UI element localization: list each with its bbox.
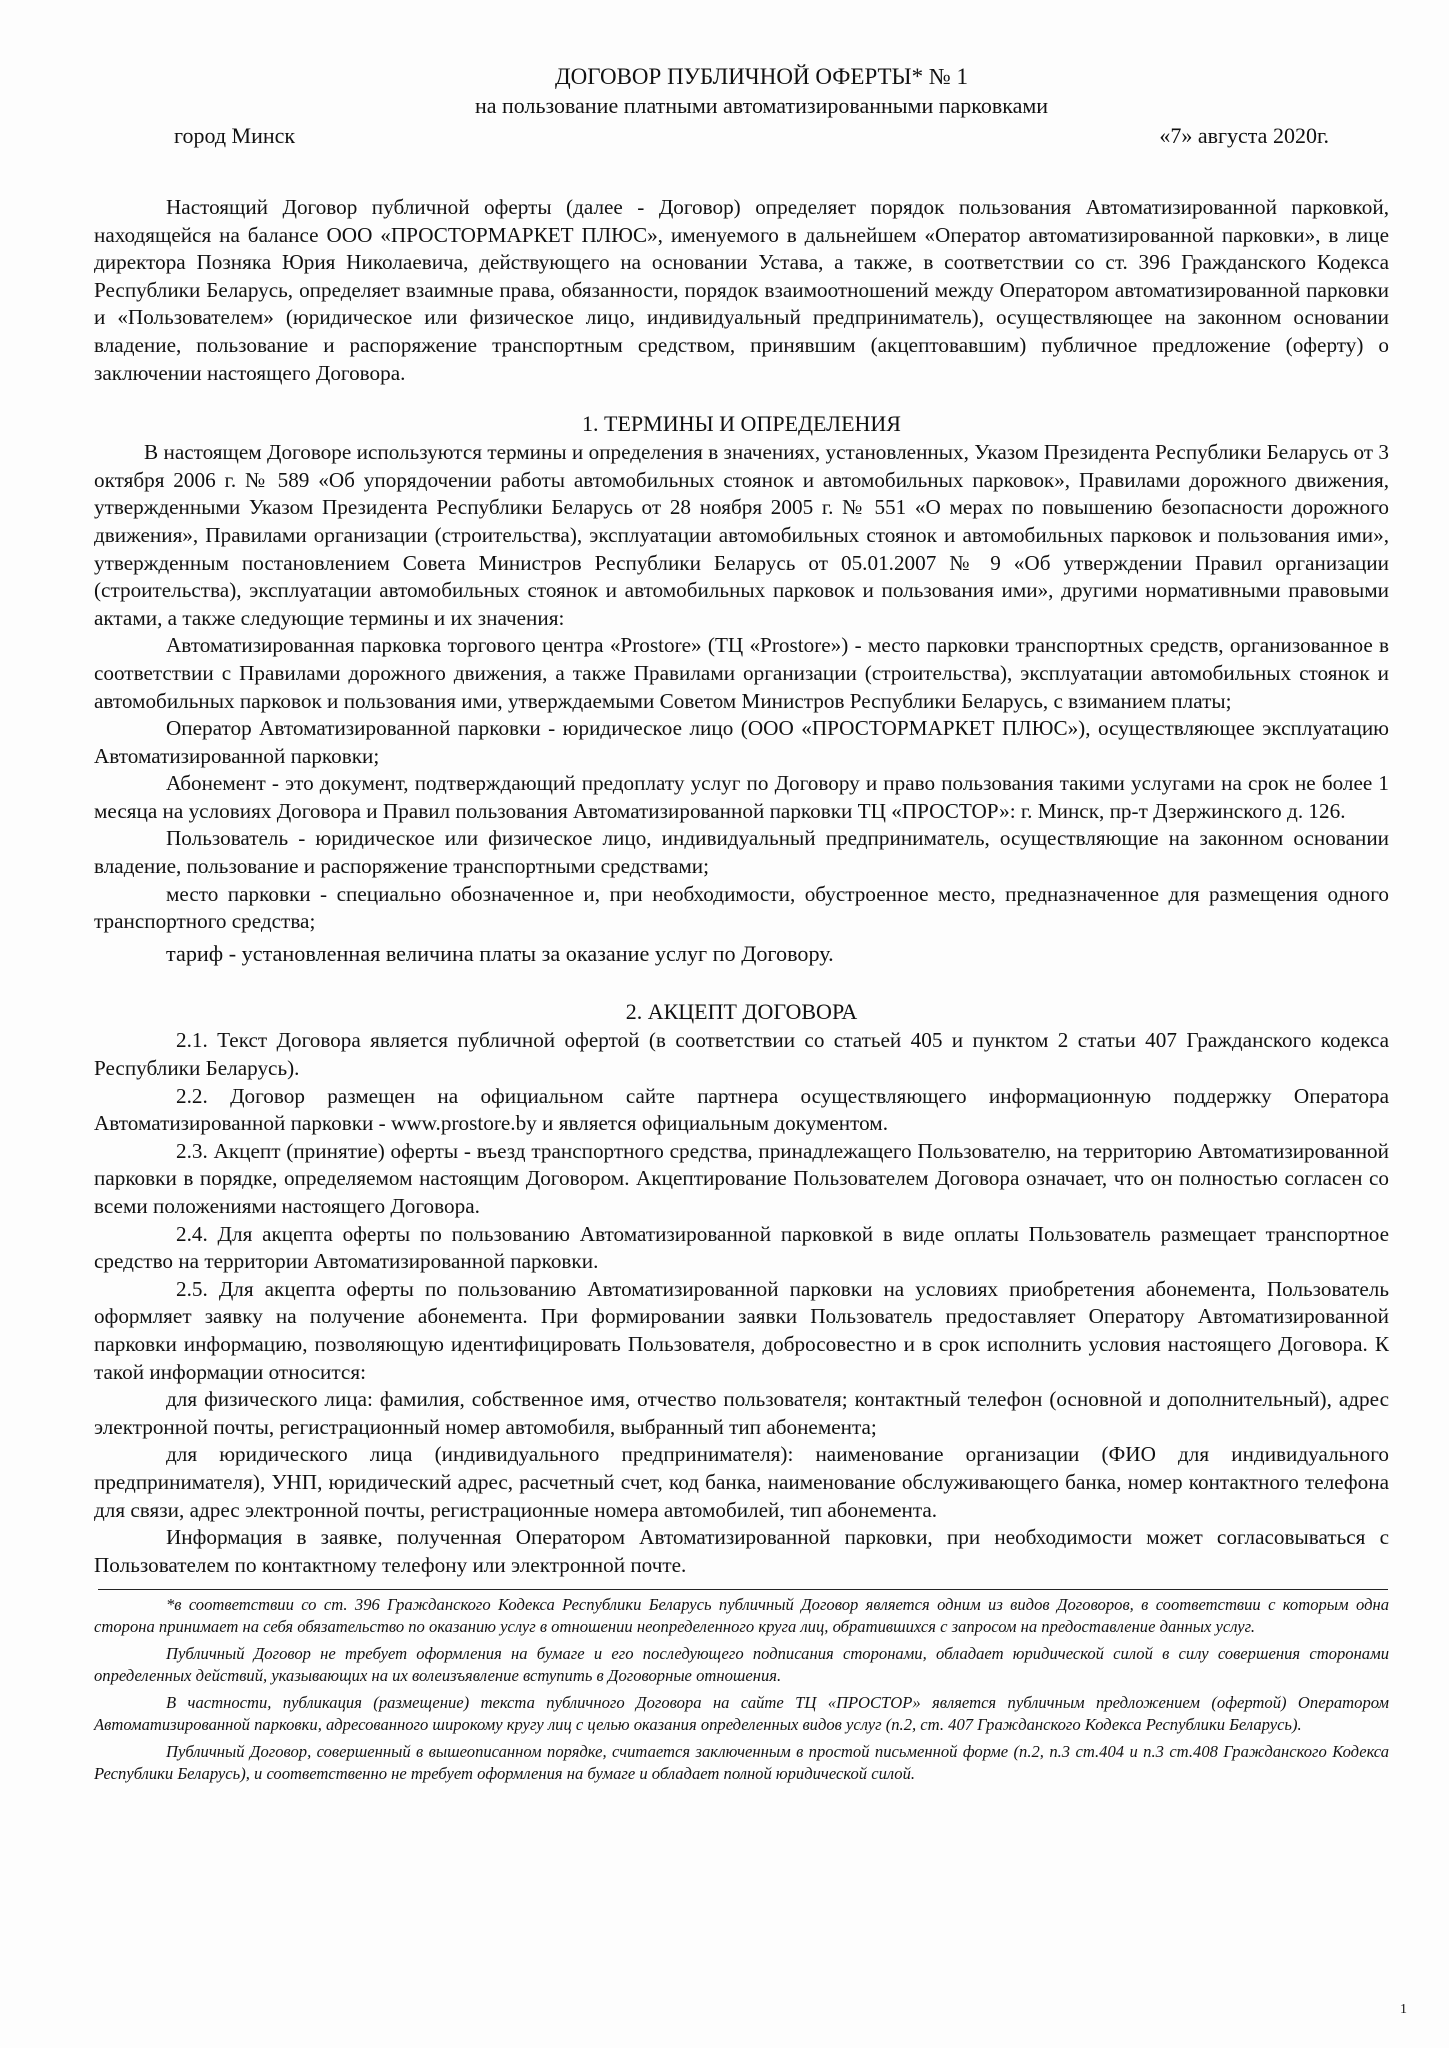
individual-info: для физического лица: фамилия, собственное имя, отчество пользователя; контактный телефон (основной и дополнительный), адрес электронной почты, регистрационный номер автомобиля, выбранный тип абонемента;	[94, 1387, 1389, 1439]
term-parking: Автоматизированная парковка торгового центра «Prostore» (ТЦ «Prostore») - место парковки транспортных средств, организованное в соответствии с Правилами дорожного движения, а также Правилами организации (строительства), эксплуатации автомобильных стоянок и автомобильных парковок и пользования ими, утверждаемыми Советом Министров Республики Беларусь, с взиманием платы;	[94, 633, 1389, 713]
footnote-1: *в соответствии со ст. 396 Гражданского Кодекса Республики Беларусь публичный Договор является одним из видов Договоров, в соответствии с которым одна сторона принимает на себя обязательство по оказанию услуг в отношении неопределенного круга лиц, обратившихся с запросом на предоставление данных услуг.	[94, 1595, 1389, 1636]
section-2-heading: 2. АКЦЕПТ ДОГОВОРА	[625, 999, 858, 1025]
footnote-4: Публичный Договор, совершенный в вышеописанном порядке, считается заключенным в простой письменной форме (п.2, п.3 ст.404 и п.3 ст.408 Гражданского Кодекса Республики Беларусь), и соответственно не требует оформления на бумаге и обладает полной юридической силой.	[94, 1742, 1389, 1783]
clause-2-4: 2.4. Для акцепта оферты по пользованию Автоматизированной парковкой в виде оплаты Пользователь размещает транспортное средство на территории Автоматизированной парковки.	[94, 1221, 1389, 1274]
term-operator: Оператор Автоматизированной парковки - юридическое лицо (ООО «ПРОСТОРМАРКЕТ ПЛЮС»), осуществляющее эксплуатацию Автоматизированной парковки;	[94, 716, 1389, 768]
legal-entity-info: для юридического лица (индивидуального предпринимателя): наименование организации (ФИО для индивидуального предпринимателя), УНП, юридический адрес, расчетный счет, код банка, наименование обслуживающего банка, номер контактного телефона для связи, адрес электронной почты, регистрационные номера автомобилей, тип абонемента.	[94, 1442, 1389, 1522]
info-agreement: Информация в заявке, полученная Оператором Автоматизированной парковки, при необходимости может согласовываться с Пользователем по контактному телефону или электронной почте.	[94, 1525, 1389, 1577]
term-parking-place: место парковки - специально обозначенное и, при необходимости, обустроенное место, предназначенное для размещения одного транспортного средства;	[94, 881, 1389, 934]
document-title: ДОГОВОР ПУБЛИЧНОЙ ОФЕРТЫ* № 1	[554, 64, 969, 89]
section-1-heading: 1. ТЕРМИНЫ И ОПРЕДЕЛЕНИЯ	[582, 411, 901, 437]
clause-2-2: 2.2. Договор размещен на официальном сайте партнера осуществляющего информационную поддержку Оператора Автоматизированной парковки - www.prostore.by и является официальным документом.	[94, 1083, 1389, 1136]
footnote-2: Публичный Договор не требует оформления на бумаге и его последующего подписания сторонами, обладает юридической силой в силу совершения сторонами определенных действий, указывающих на их волеизъявление вступить в Договорные отношения.	[94, 1644, 1389, 1685]
term-subscription: Абонемент - это документ, подтверждающий предоплату услуг по Договору и право пользования такими услугами на срок не более 1 месяца на условиях Договора и Правил пользования Автоматизированной парковки ТЦ «ПРОСТОР»: г. Минск, пр-т Дзержинского д. 126.	[94, 771, 1389, 823]
footnote-3: В частности, публикация (размещение) текста публичного Договора на сайте ТЦ «ПРОСТОР» является публичным предложением (офертой) Оператором Автоматизированной парковки, адресованного широкому кругу лиц с целью оказания определенных видов услуг (п.2, ст. 407 Гражданского Кодекса Республики Беларусь).	[94, 1693, 1389, 1734]
section-1-intro: В настоящем Договоре используются термины и определения в значениях, установленных, Указом Президента Республики Беларусь от 3 октября 2006 г. № 589 «Об упорядочении работы автомобильных стоянок и автомобильных парковок», Правилами дорожного движения, утвержденными Указом Президента Республики Беларусь от 28 ноября 2005 г. № 551 «О мерах по повышению безопасности дорожного движения», Правилами организации (строительства), эксплуатации автомобильных стоянок и автомобильных парковок и пользования ими», утвержденным постановлением Совета Министров Республики Беларусь от 05.01.2007 № 9 «Об утверждении Правил организации (строительства), эксплуатации автомобильных стоянок и автомобильных парковок и пользования ими», другими нормативными правовыми актами, а также следующие термины и их значения:	[94, 440, 1389, 630]
clause-2-1: 2.1. Текст Договора является публичной офертой (в соответствии со статьей 405 и пунктом 2 статьи 407 Гражданского кодекса Республики Беларусь).	[94, 1028, 1389, 1081]
footnote-divider	[98, 1589, 1388, 1590]
document-subtitle: на пользование платными автоматизированными парковками	[474, 93, 1049, 118]
intro-paragraph: Настоящий Договор публичной оферты (далее - Договор) определяет порядок пользования Автоматизированной парковкой, находящейся на балансе ООО «ПРОСТОРМАРКЕТ ПЛЮС», именуемого в дальнейшем «Оператор автоматизированной парковки», в лице директора Позняка Юрия Николаевича, действующего на основании Устава, а также, в соответствии со ст. 396 Гражданского Кодекса Республики Беларусь, определяет взаимные права, обязанности, порядок взаимоотношений между Оператором автоматизированной парковки и «Пользователем» (юридическое или физическое лицо, индивидуальный предприниматель), осуществляющее на законном основании владение, пользование и распоряжение транспортным средством, принявшим (акцептовавшим) публичное предложение (оферту) о заключении настоящего Договора.	[94, 195, 1389, 385]
clause-2-5: 2.5. Для акцепта оферты по пользованию Автоматизированной парковки на условиях приобретения абонемента, Пользователь оформляет заявку на получение абонемента. При формировании заявки Пользователь предоставляет Оператору Автоматизированной парковки информацию, позволяющую идентифицировать Пользователя, добросовестно и в срок исполнить условия настоящего Договора. К такой информации относится:	[94, 1276, 1389, 1384]
term-user: Пользователь - юридическое или физическое лицо, индивидуальный предприниматель, осуществляющие на законном основании владение, пользование и распоряжение транспортными средствами;	[94, 826, 1389, 879]
date: «7» августа 2020г.	[1159, 123, 1329, 148]
city: город Минск	[174, 123, 296, 148]
page-number: 1	[1400, 2002, 1407, 2017]
dateline	[94, 122, 1389, 150]
term-tariff: тариф - установленная величина платы за оказание услуг по Договору.	[166, 940, 834, 966]
clause-2-3: 2.3. Акцепт (принятие) оферты - въезд транспортного средства, принадлежащего Пользователю, на территорию Автоматизированной парковки в порядке, определяемом настоящим Договором. Акцептирование Пользователем Договора означает, что он полностью согласен со всеми положениями настоящего Договора.	[94, 1138, 1389, 1218]
